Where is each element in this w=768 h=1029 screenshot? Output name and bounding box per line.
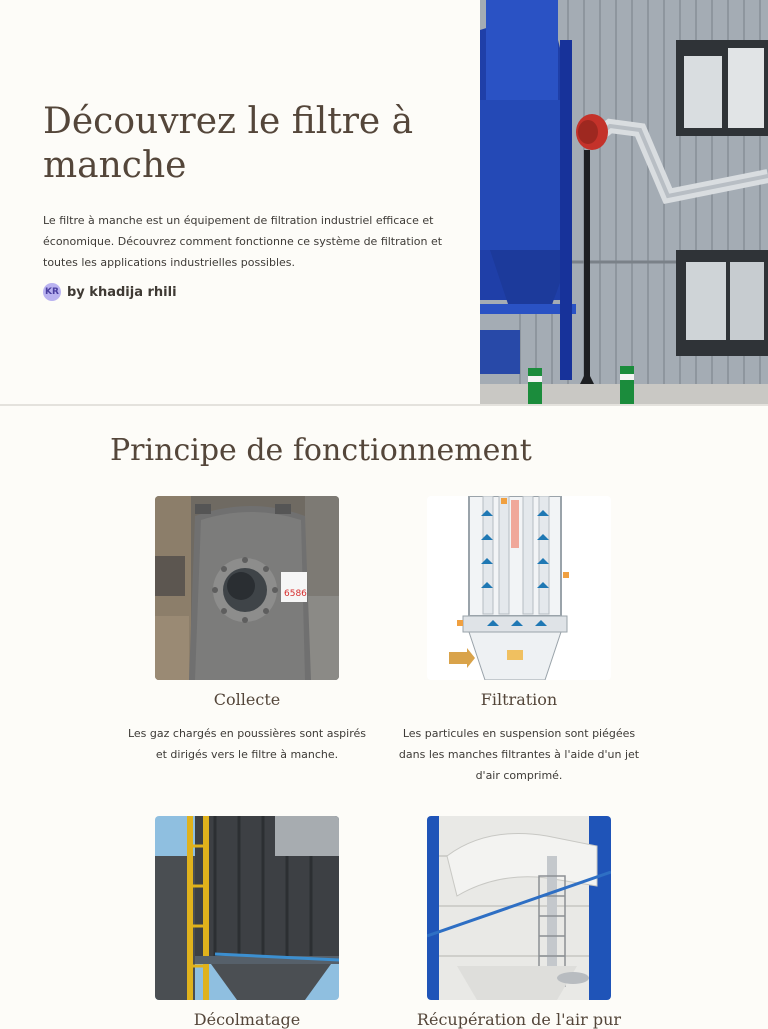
card-filtration <box>394 496 644 786</box>
hero-section <box>0 0 768 406</box>
card-title: Collecte <box>213 690 281 709</box>
card-description: Les gaz chargés en poussières sont aspirés et dirigés vers le filtre à manche. <box>127 727 366 761</box>
card-collecte <box>122 496 372 765</box>
avatar[interactable]: KR <box>43 283 61 301</box>
card-decolmatage <box>122 816 372 1029</box>
dust-collector-photo <box>155 816 339 1000</box>
tank-label-text: 6586 <box>284 589 307 599</box>
author-byline[interactable] <box>43 283 443 301</box>
page-title: Découvrez le filtre à manche <box>43 101 414 186</box>
card-title: Décolmatage <box>193 1010 301 1029</box>
author-name[interactable]: by khadija rhili <box>67 284 177 300</box>
clean-air-ducts-photo <box>427 816 611 1000</box>
section-title: Principe de fonctionnement <box>110 433 532 468</box>
industrial-baghouse-photo <box>480 0 768 404</box>
card-title: Filtration <box>480 690 558 709</box>
collector-tank-photo <box>155 496 339 680</box>
hero-text <box>43 100 443 301</box>
card-description: Les particules en suspension sont piégées dans les manches filtrantes à l'aide d'un jet d'air comprimé. <box>398 727 640 782</box>
card-title: Récupération de l'air pur <box>416 1010 622 1029</box>
hero-description: Le filtre à manche est un équipement de filtration industriel efficace et économique. Découvrez comment fonctionne ce système de filtration et toutes les applications industrielles possibles. <box>43 214 443 269</box>
filtration-diagram <box>427 496 611 680</box>
card-recuperation <box>394 816 644 1029</box>
